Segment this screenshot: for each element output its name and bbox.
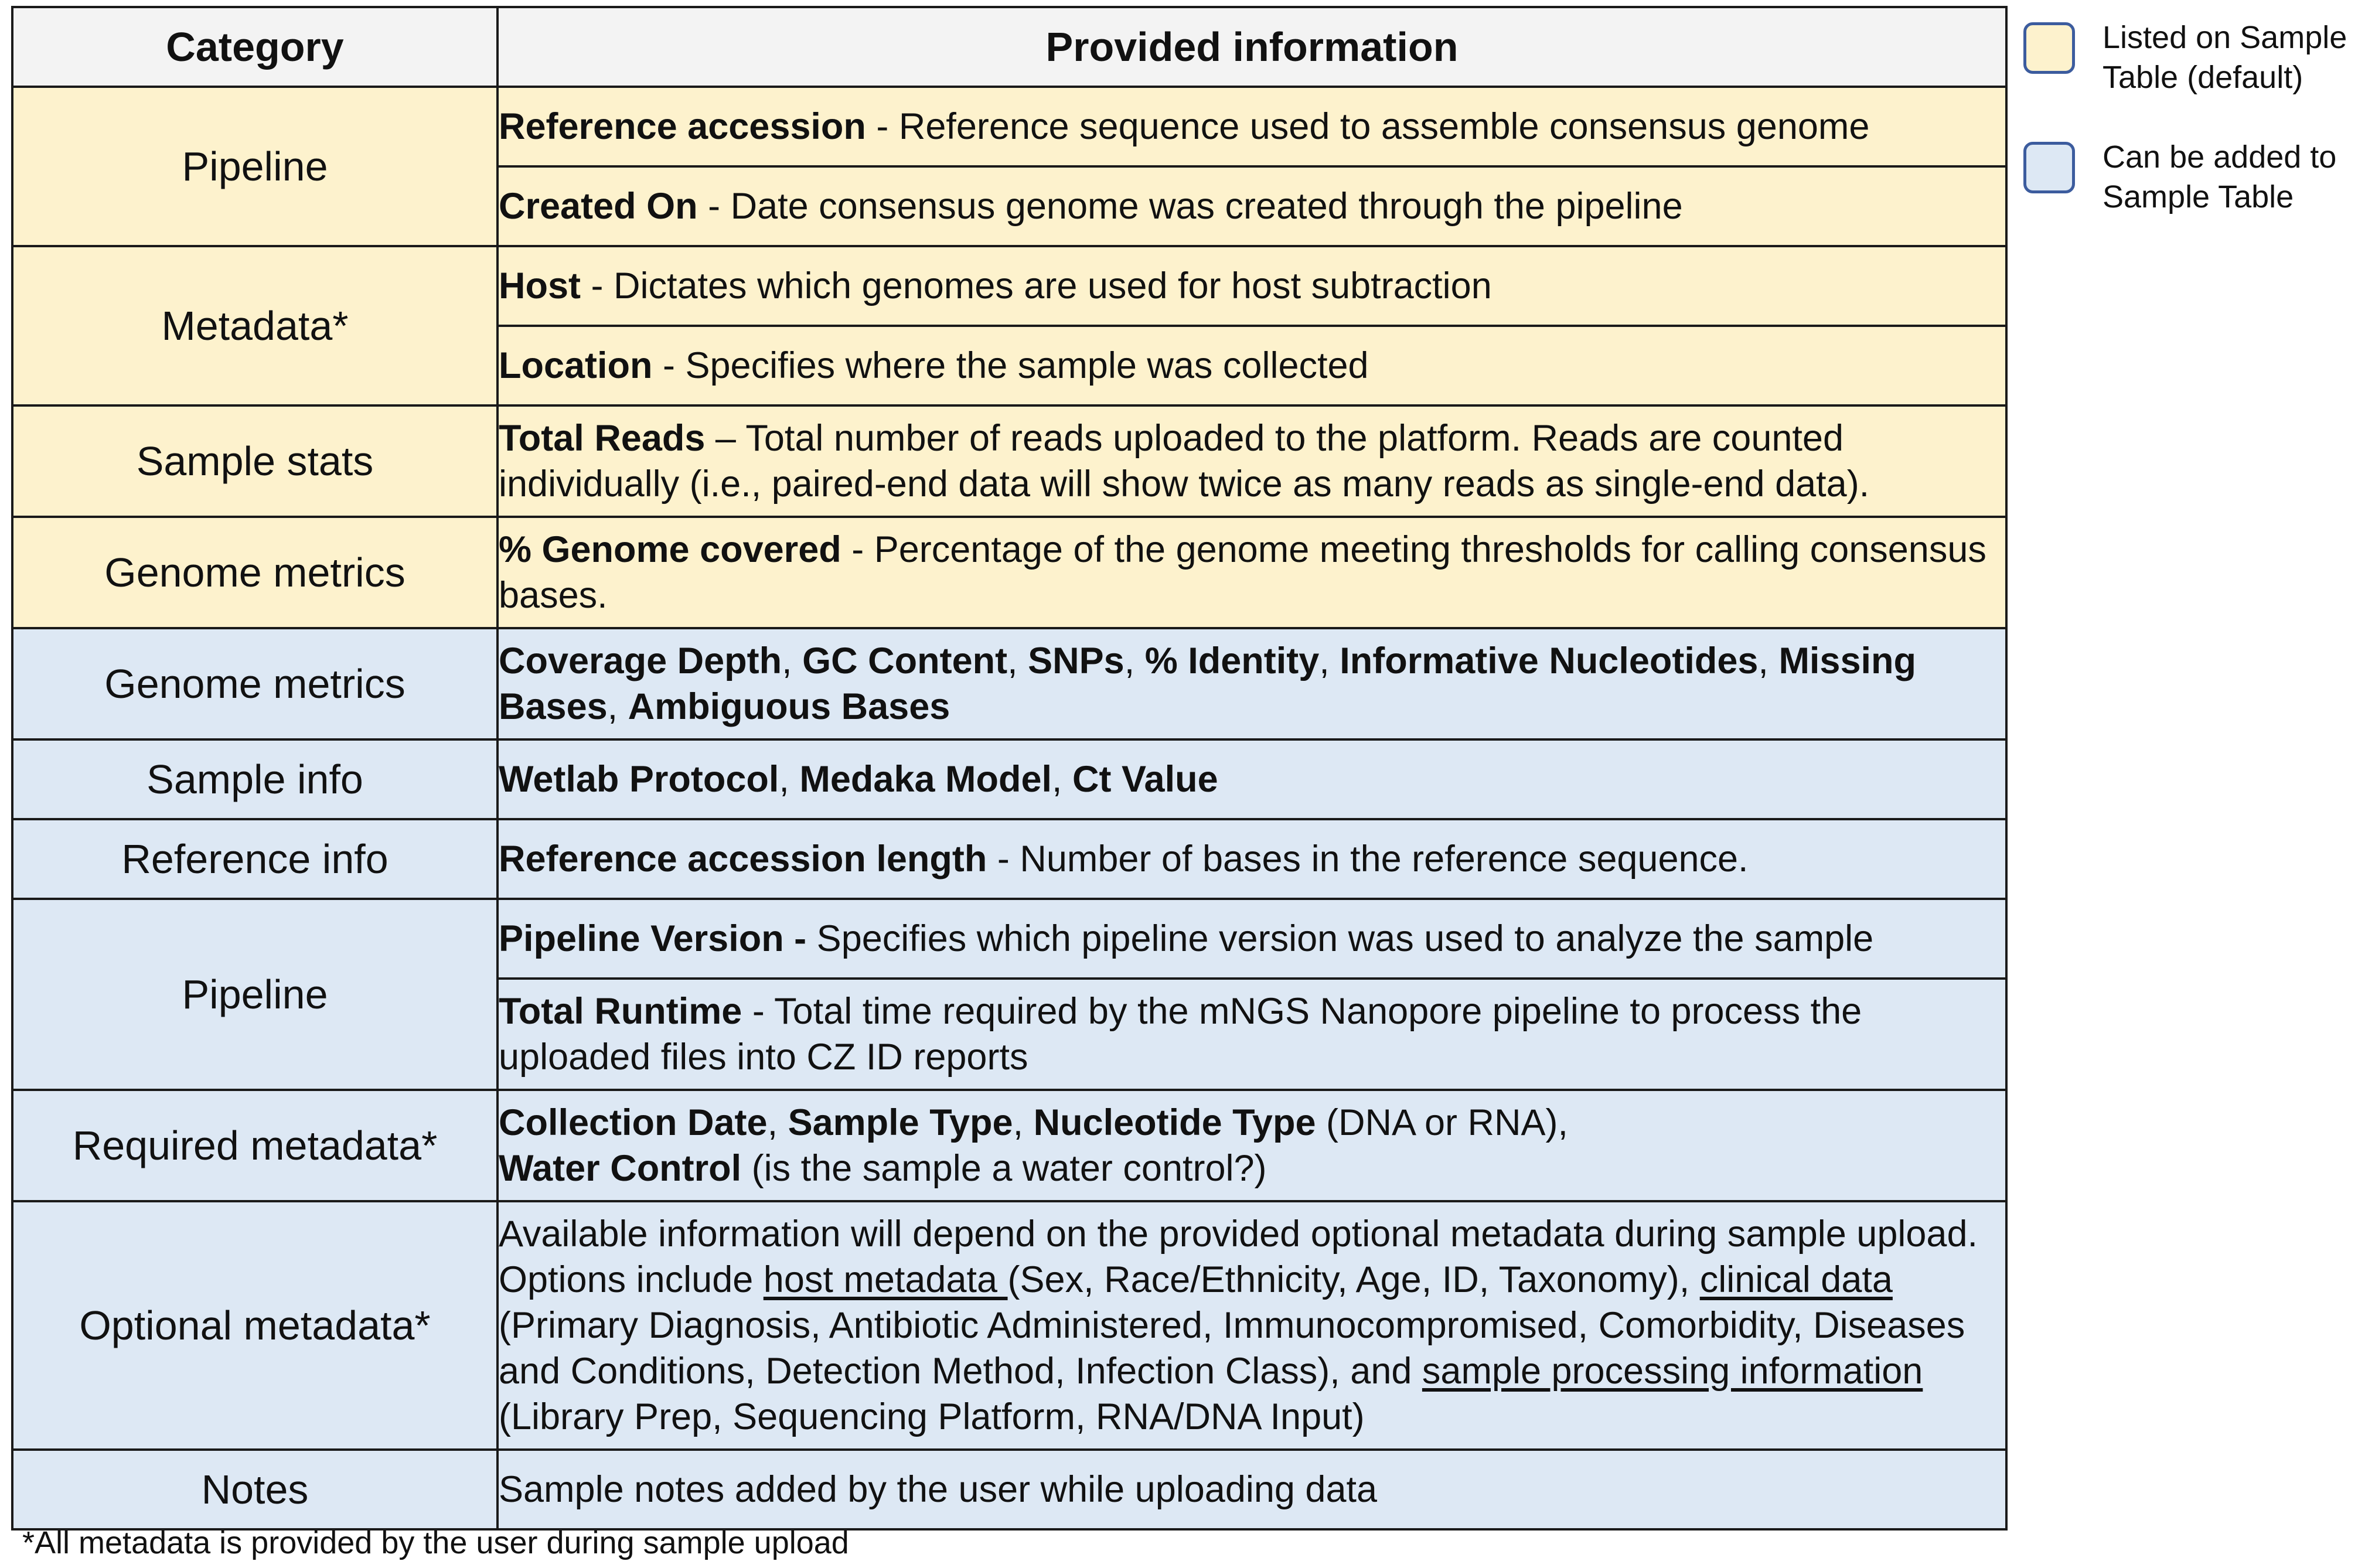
info-cell (498, 1090, 2006, 1201)
info-cell (498, 246, 2006, 326)
legend-label-default: Listed on Sample Table (default) (2103, 20, 2347, 95)
host-metadata-term: host metadata (763, 1259, 1008, 1300)
field-name: Location (499, 345, 653, 386)
table-row (12, 405, 2006, 517)
field-name: Reference accession (499, 106, 866, 147)
info-cell: Sample notes added by the user while uploading data (498, 1450, 2006, 1529)
clinical-data-term: clinical data (1699, 1259, 1893, 1300)
info-cell (498, 87, 2006, 166)
separator: , (767, 1102, 788, 1143)
legend-swatch-yellow (2023, 22, 2075, 74)
field-description: (Library Prep, Sequencing Platform, RNA/DNA Input) (499, 1396, 1365, 1437)
category-cell: Notes (12, 1450, 498, 1529)
separator: , (1052, 759, 1073, 800)
field-name: % Identity (1144, 640, 1320, 681)
field-description: (Sex, Race/Ethnicity, Age, ID, Taxonomy), (1007, 1259, 1700, 1300)
header-category: Category (12, 7, 498, 87)
info-cell (498, 899, 2006, 979)
separator: , (1013, 1102, 1034, 1143)
field-name: GC Content (802, 640, 1008, 681)
info-cell (498, 166, 2006, 246)
field-description: - Dictates which genomes are used for host subtraction (581, 265, 1492, 306)
separator: , (782, 640, 803, 681)
category-cell: Pipeline (12, 899, 498, 1090)
table-row (12, 628, 2006, 739)
field-description: – Total number of reads uploaded to the platform. Reads are counted individually (i.e., paired-end data will show twice as many reads as single-end data). (499, 418, 1870, 505)
table-row (12, 1090, 2006, 1201)
field-name: Sample Type (788, 1102, 1013, 1143)
category-cell: Pipeline (12, 87, 498, 246)
field-description: Specifies which pipeline version was used to analyze the sample (806, 918, 1874, 959)
field-name: Ambiguous Bases (628, 686, 950, 727)
provided-information-table (11, 6, 2008, 1530)
field-name: Missing Bases (499, 640, 1916, 727)
field-name: % Genome covered (499, 529, 841, 570)
field-description: (Primary Diagnosis, Antibiotic Administered, Immunocompromised, Comorbidity, Diseases and Conditions, Detection Method, Infection Class), and (499, 1305, 1965, 1392)
table-row (12, 87, 2006, 166)
field-name: Reference accession length (499, 838, 987, 880)
legend-swatch-blue (2023, 142, 2075, 193)
category-cell: Metadata* (12, 246, 498, 405)
separator: , (1319, 640, 1340, 681)
info-cell (498, 405, 2006, 517)
category-cell: Sample stats (12, 405, 498, 517)
table-row (12, 819, 2006, 899)
field-description: - Percentage of the genome meeting thresholds for calling consensus bases. (499, 529, 1986, 616)
header-provided-information: Provided information (498, 7, 2006, 87)
info-cell (498, 739, 2006, 819)
table-row (12, 899, 2006, 979)
field-description: - Total time required by the mNGS Nanopore pipeline to process the uploaded files into CZ ID reports (499, 991, 1862, 1078)
table-row (12, 1450, 2006, 1529)
info-cell (498, 1201, 2006, 1450)
separator: , (1124, 640, 1145, 681)
table-header-row (12, 7, 2006, 87)
field-name: Coverage Depth (499, 640, 782, 681)
field-description: (DNA or RNA), (1316, 1102, 1569, 1143)
table-row (12, 517, 2006, 628)
table-row (12, 246, 2006, 326)
field-name: Created On (499, 186, 698, 227)
category-cell: Genome metrics (12, 517, 498, 628)
field-name: Pipeline Version - (499, 918, 807, 959)
separator: , (607, 686, 628, 727)
field-name: Ct Value (1072, 759, 1218, 800)
legend-label-optional: Can be added to Sample Table (2103, 139, 2337, 214)
separator: , (1758, 640, 1779, 681)
field-name: Water Control (499, 1148, 742, 1189)
info-cell (498, 979, 2006, 1090)
category-cell: Genome metrics (12, 628, 498, 739)
field-name: Wetlab Protocol (499, 759, 779, 800)
category-cell: Sample info (12, 739, 498, 819)
separator: , (779, 759, 800, 800)
field-name: Total Reads (499, 418, 706, 459)
sample-processing-term: sample processing information (1422, 1351, 1923, 1392)
info-cell (498, 517, 2006, 628)
table-row (12, 739, 2006, 819)
footnote: *All metadata is provided by the user during sample upload (22, 1525, 849, 1560)
field-description: - Number of bases in the reference sequence. (987, 838, 1749, 880)
field-name: SNPs (1028, 640, 1125, 681)
separator: , (1007, 640, 1028, 681)
table-row (12, 1201, 2006, 1450)
info-cell (498, 326, 2006, 405)
field-name: Informative Nucleotides (1340, 640, 1759, 681)
field-description: - Reference sequence used to assemble consensus genome (865, 106, 1870, 147)
field-name: Host (499, 265, 581, 306)
field-description: Available information will depend on the provided optional metadata during sample upload. Options include (499, 1214, 1978, 1300)
field-name: Nucleotide Type (1033, 1102, 1316, 1143)
category-cell: Required metadata* (12, 1090, 498, 1201)
field-name: Total Runtime (499, 991, 742, 1032)
field-name: Medaka Model (799, 759, 1052, 800)
field-description: - Date consensus genome was created through the pipeline (697, 186, 1683, 227)
info-cell (498, 628, 2006, 739)
field-name: Collection Date (499, 1102, 768, 1143)
category-cell: Reference info (12, 819, 498, 899)
category-cell: Optional metadata* (12, 1201, 498, 1450)
field-description: (is the sample a water control?) (741, 1148, 1267, 1189)
field-description: - Specifies where the sample was collected (652, 345, 1369, 386)
info-cell (498, 819, 2006, 899)
